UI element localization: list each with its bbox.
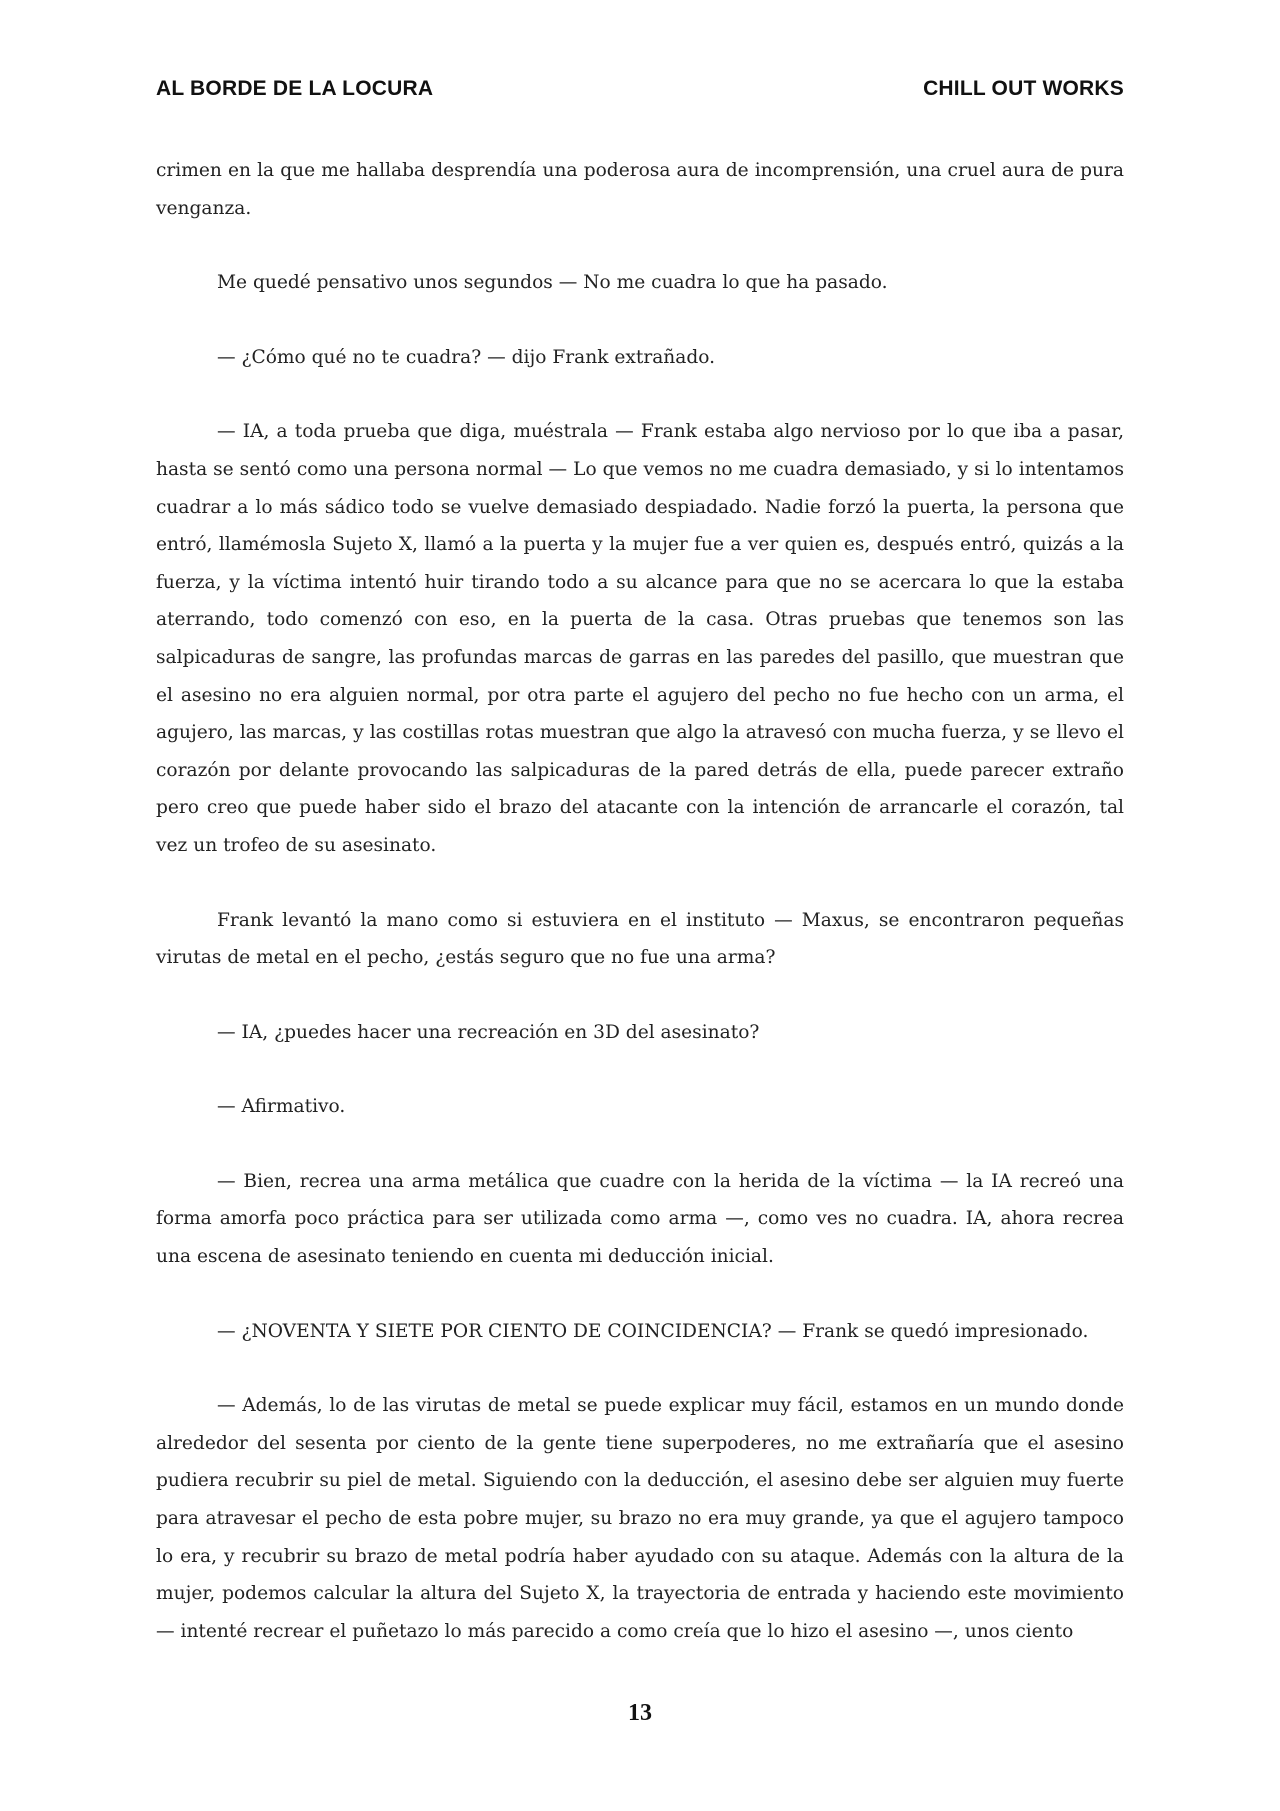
page-body: [156, 152, 1124, 1687]
paragraph: — Afirmativo.: [217, 1096, 346, 1118]
paragraph: Me quedé pensativo unos segundos — No me cuadra lo que ha pasado.: [217, 272, 888, 294]
paragraph: — ¿NOVENTA Y SIETE POR CIENTO DE COINCIDENCIA? — Frank se quedó impresionado.: [217, 1320, 1089, 1342]
paragraph: — Bien, recrea una arma metálica que cuadre con la herida de la víctima — la IA recreó una forma amorfa poco práctica para ser utilizada como arma —, como ves no cuadra. IA, ahora recrea una escena de asesinato teniendo en cuenta mi deducción inicial.: [156, 1170, 1124, 1268]
page-number: 13: [628, 1700, 652, 1726]
paragraph: — IA, ¿puedes hacer una recreación en 3D del asesinato?: [217, 1021, 760, 1043]
paragraph: — ¿Cómo qué no te cuadra? — dijo Frank extrañado.: [217, 346, 716, 368]
publisher-name: CHILL OUT WORKS: [923, 77, 1124, 100]
paragraph: — Además, lo de las virutas de metal se puede explicar muy fácil, estamos en un mundo donde alrededor del sesenta por ciento de la gente tiene superpoderes, no me extrañaría que el asesino pudiera recubrir su piel de metal. Siguiendo con la deducción, el asesino debe ser alguien muy fuerte para atravesar el pecho de esta pobre mujer, su brazo no era muy grande, ya que el agujero tampoco lo era, y recubrir su brazo de metal podría haber ayudado con su ataque. Además con la altura de la mujer, podemos calcular la altura del Sujeto X, la trayectoria de entrada y haciendo este movimiento — intenté recrear el puñetazo lo más parecido a como creía que lo hizo el asesino —, unos ciento: [156, 1395, 1124, 1642]
book-title: AL BORDE DE LA LOCURA: [156, 77, 434, 100]
paragraph: — IA, a toda prueba que diga, muéstrala — Frank estaba algo nervioso por lo que iba a pasar, hasta se sentó como una persona normal — Lo que vemos no me cuadra demasiado, y si lo intentamos cuadrar a lo más sádico todo se vuelve demasiado despiadado. Nadie forzó la puerta, la persona que entró, llamémosla Sujeto X, llamó a la puerta y la mujer fue a ver quien es, después entró, quizás a la fuerza, y la víctima intentó huir tirando todo a su alcance para que no se acercara lo que la estaba aterrando, todo comenzó con eso, en la puerta de la casa. Otras pruebas que tenemos son las salpicaduras de sangre, las profundas marcas de garras en las paredes del pasillo, que muestran que el asesino no era alguien normal, por otra parte el agujero del pecho no fue hecho con un arma, el agujero, las marcas, y las costillas rotas muestran que algo la atravesó con mucha fuerza, y se llevo el corazón por delante provocando las salpicaduras de la pared detrás de ella, puede parecer extraño pero creo que puede haber sido el brazo del atacante con la intención de arrancarle el corazón, tal vez un trofeo de su asesinato.: [156, 421, 1124, 856]
running-header: [156, 74, 1124, 104]
paragraph: Frank levantó la mano como si estuviera en el instituto — Maxus, se encontraron pequeñas virutas de metal en el pecho, ¿estás seguro que no fue una arma?: [156, 909, 1124, 969]
paragraph: crimen en la que me hallaba desprendía una poderosa aura de incomprensión, una cruel aura de pura venganza.: [156, 160, 1124, 219]
